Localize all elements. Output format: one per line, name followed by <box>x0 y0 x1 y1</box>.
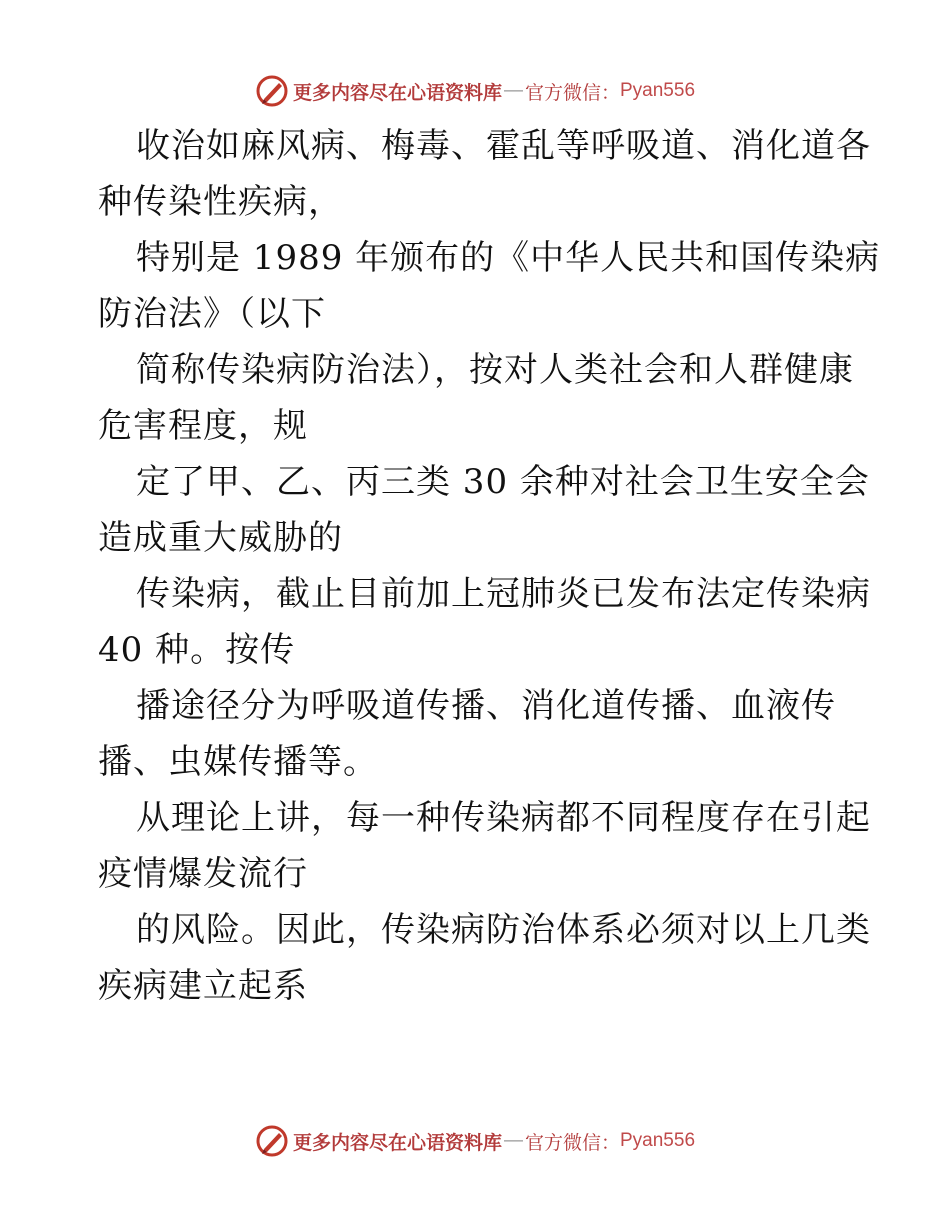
body-line: 收治如麻风病、梅毒、霍乱等呼吸道、消化道各 <box>136 126 871 166</box>
body-line: 防治法》（以下 <box>98 294 326 334</box>
body-line: 播、虫媒传播等。 <box>98 742 378 782</box>
site-name-text: 更多内容尽在心语资料库 <box>292 81 502 104</box>
body-line: 从理论上讲，每一种传染病都不同程度存在引起 <box>136 798 871 838</box>
site-name-text: 更多内容尽在心语资料库 <box>292 1131 502 1154</box>
body-line: 简称传染病防治法），按对人类社会和人群健康 <box>136 350 854 390</box>
body-line: 种传染性疾病， <box>98 182 343 222</box>
footer-watermark-banner <box>0 1121 950 1161</box>
banner-dash: — <box>503 80 523 101</box>
wechat-label: 官方微信： <box>524 1131 620 1154</box>
body-line: 传染病，截止目前加上冠肺炎已发布法定传染病 <box>136 574 871 614</box>
body-line: 40 种。按传 <box>98 630 296 670</box>
wechat-id: Pyan556 <box>620 1130 696 1151</box>
body-line: 疫情爆发流行 <box>98 854 308 894</box>
body-line: 疾病建立起系 <box>98 966 308 1006</box>
document-body <box>98 118 881 1014</box>
wechat-label: 官方微信： <box>524 81 620 104</box>
wechat-id: Pyan556 <box>620 80 696 101</box>
banner-dash: — <box>503 1130 523 1151</box>
body-line: 的风险。因此，传染病防治体系必须对以上几类 <box>136 910 871 950</box>
body-line: 播途径分为呼吸道传播、消化道传播、血液传 <box>136 686 836 726</box>
pen-logo-icon <box>255 74 289 108</box>
body-line: 特别是 1989 年颁布的《中华人民共和国传染病 <box>136 238 881 278</box>
body-line: 定了甲、乙、丙三类 30 余种对社会卫生安全会 <box>136 462 870 502</box>
header-watermark-banner <box>0 71 950 111</box>
body-line: 造成重大威胁的 <box>98 518 343 558</box>
pen-logo-icon <box>255 1124 289 1158</box>
body-line: 危害程度，规 <box>98 406 308 446</box>
